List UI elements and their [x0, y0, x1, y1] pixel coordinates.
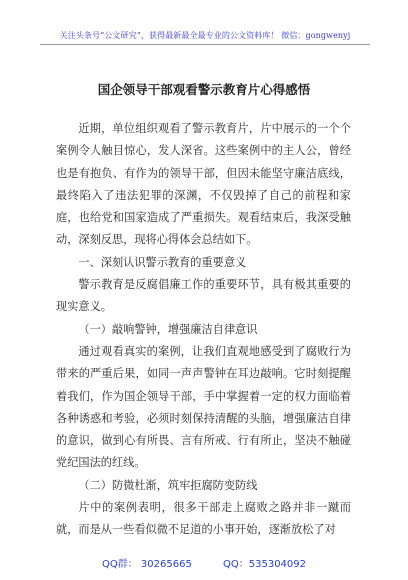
- header-divider: [40, 44, 370, 45]
- document-body: [56, 118, 351, 542]
- footer-qq: QQ：535304092: [223, 559, 307, 570]
- paragraph-sub-2: 片中的案例表明，很多干部走上腐败之路并非一蹴而就，而是从一些看似微不足道的小事开始，逐渐放松了对: [56, 501, 351, 537]
- subheading-1: （一）敲响警钟，增强廉洁自律意识: [78, 322, 258, 336]
- document-title: 国企领导干部观看警示教育片心得感悟: [97, 82, 311, 97]
- paragraph-sub-1: 通过观看真实的案例，让我们直观地感受到了腐败行为带来的严重后果，如同一声声警钟在耳边敲响。它时刻提醒着我们，作为国企领导干部，手中掌握着一定的权力面临着各种诱惑和考验，必须时刻保持清醒的头脑，增强廉洁自律的意识，做到心有所畏、言有所戒、行有所止，坚决不触碰党纪国法的红线。: [56, 344, 351, 470]
- subheading-2: （二）防微杜渐，筑牢拒腐防变防线: [78, 478, 258, 492]
- paragraph-intro: 近期，单位组织观看了警示教育片，片中展示的一个个案例令人触目惊心，发人深省。这些案例中的主人公，曾经也是有抱负、有作为的领导干部，但因未能坚守廉洁底线，最终陷入了违法犯罪的深渊，不仅毁掉了自己的前程和家庭，也给党和国家造成了严重损失。观看结束后，我深受触动，深刻反思，现将心得体会总结如下。: [56, 122, 351, 247]
- footer-contact: [0, 555, 408, 570]
- header-note: 关注头条号“公文研究”，获得最新最全最专业的公文资料库！ 微信：gongwenyj: [59, 31, 351, 40]
- footer-qq-group: QQ群： 30265665: [101, 559, 192, 570]
- section-heading-1: 一、深刻认识警示教育的重要意义: [78, 255, 247, 269]
- paragraph-section-1: 警示教育是反腐倡廉工作的重要环节，具有极其重要的现实意义。: [56, 278, 351, 314]
